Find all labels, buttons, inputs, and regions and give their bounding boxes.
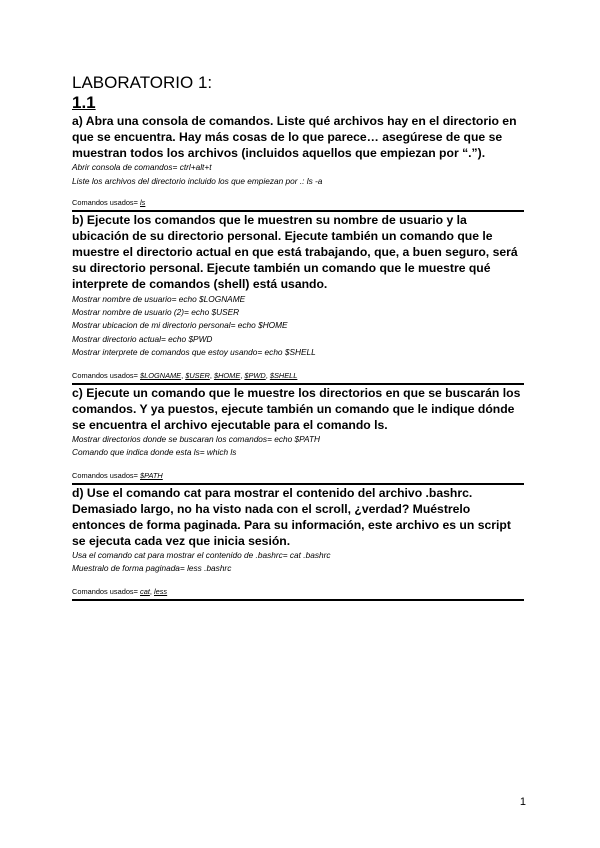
commands-used [72,471,524,481]
commands-used: Comandos usados= cat, less [72,586,168,596]
note: Comando que indica donde esta ls= which ls [72,447,237,458]
note: Muestralo de forma paginada= less .bashrc [72,563,232,574]
command: $LOGNAME [140,370,182,380]
question-d: d) Use el comando cat para mostrar el contenido del archivo .bashrc. Demasiado largo, no ha visto nada con el scroll, ¿verdad? Muéstrelo entonces de forma paginada. Para su información, este archivo es un script se ejecuta cada vez que inicia sesión. [72,485,511,548]
page-number: 1 [519,796,526,808]
question-b: b) Ejecute los comandos que le muestren su nombre de usuario y la ubicación de su directorio personal. Ejecute también un comando que le muestre el directorio actual en que está trabajando, que, a buen seguro, será su directorio personal. Ejecute también un comando que le muestre qué interprete de comandos (shell) está usando. [72,213,518,292]
command: $USER [185,370,210,380]
command: $PWD [244,370,266,380]
commands-label: Comandos usados= [72,586,138,596]
note: Mostrar nombre de usuario (2)= echo $USER [72,306,240,317]
note: Abrir consola de comandos= ctrl+alt+t [72,162,212,173]
question-c: c) Ejecute un comando que le muestre los directorios en que se buscarán los comandos. Y ya puestos, ejecute también un comando que le indique dónde se encuentra el archivo ejecutable para el comando ls. [72,385,521,432]
commands-used [72,198,524,208]
section-c [72,385,524,485]
note: Mostrar interprete de comandos que estoy usando= echo $SHELL [72,347,316,358]
commands-label: Comandos usados= [72,370,138,380]
separator-line [72,599,524,601]
command: $SHELL [269,370,298,380]
note: Mostrar directorios donde se buscaran los comandos= echo $PATH [72,433,321,444]
note: Mostrar ubicacion de mi directorio personal= echo $HOME [72,320,288,331]
section-heading: 1.1 [72,93,96,112]
note: Mostrar directorio actual= echo $PWD [72,333,213,344]
command: $PATH [140,470,163,480]
command: less [153,586,168,596]
note: Liste los archivos del directorio incluido los que empiezan por .: ls -a [72,175,323,186]
section-d [72,485,524,601]
document-page [72,73,524,601]
commands-used: Comandos usados= $LOGNAME, $USER, $HOME, $PWD, $SHELL [72,370,298,380]
page-title: LABORATORIO 1: [72,73,213,92]
note: Usa el comando cat para mostrar el contenido de .bashrc= cat .bashrc [72,550,331,561]
command: ls [140,198,146,208]
commands-label: Comandos usados= [72,470,138,480]
command: $HOME [213,370,241,380]
question-a: a) Abra una consola de comandos. Liste qué archivos hay en el directorio en que se encuentra. Hay más cosas de lo que parece… asegúrese de que se muestran todos los archivos (incluidos aquellos que empiezan por “.”). [72,114,517,161]
note: Mostrar nombre de usuario= echo $LOGNAME [72,293,246,304]
section-b [72,212,524,385]
section-a [72,113,524,212]
commands-label: Comandos usados= [72,198,138,208]
command: cat [140,586,150,596]
